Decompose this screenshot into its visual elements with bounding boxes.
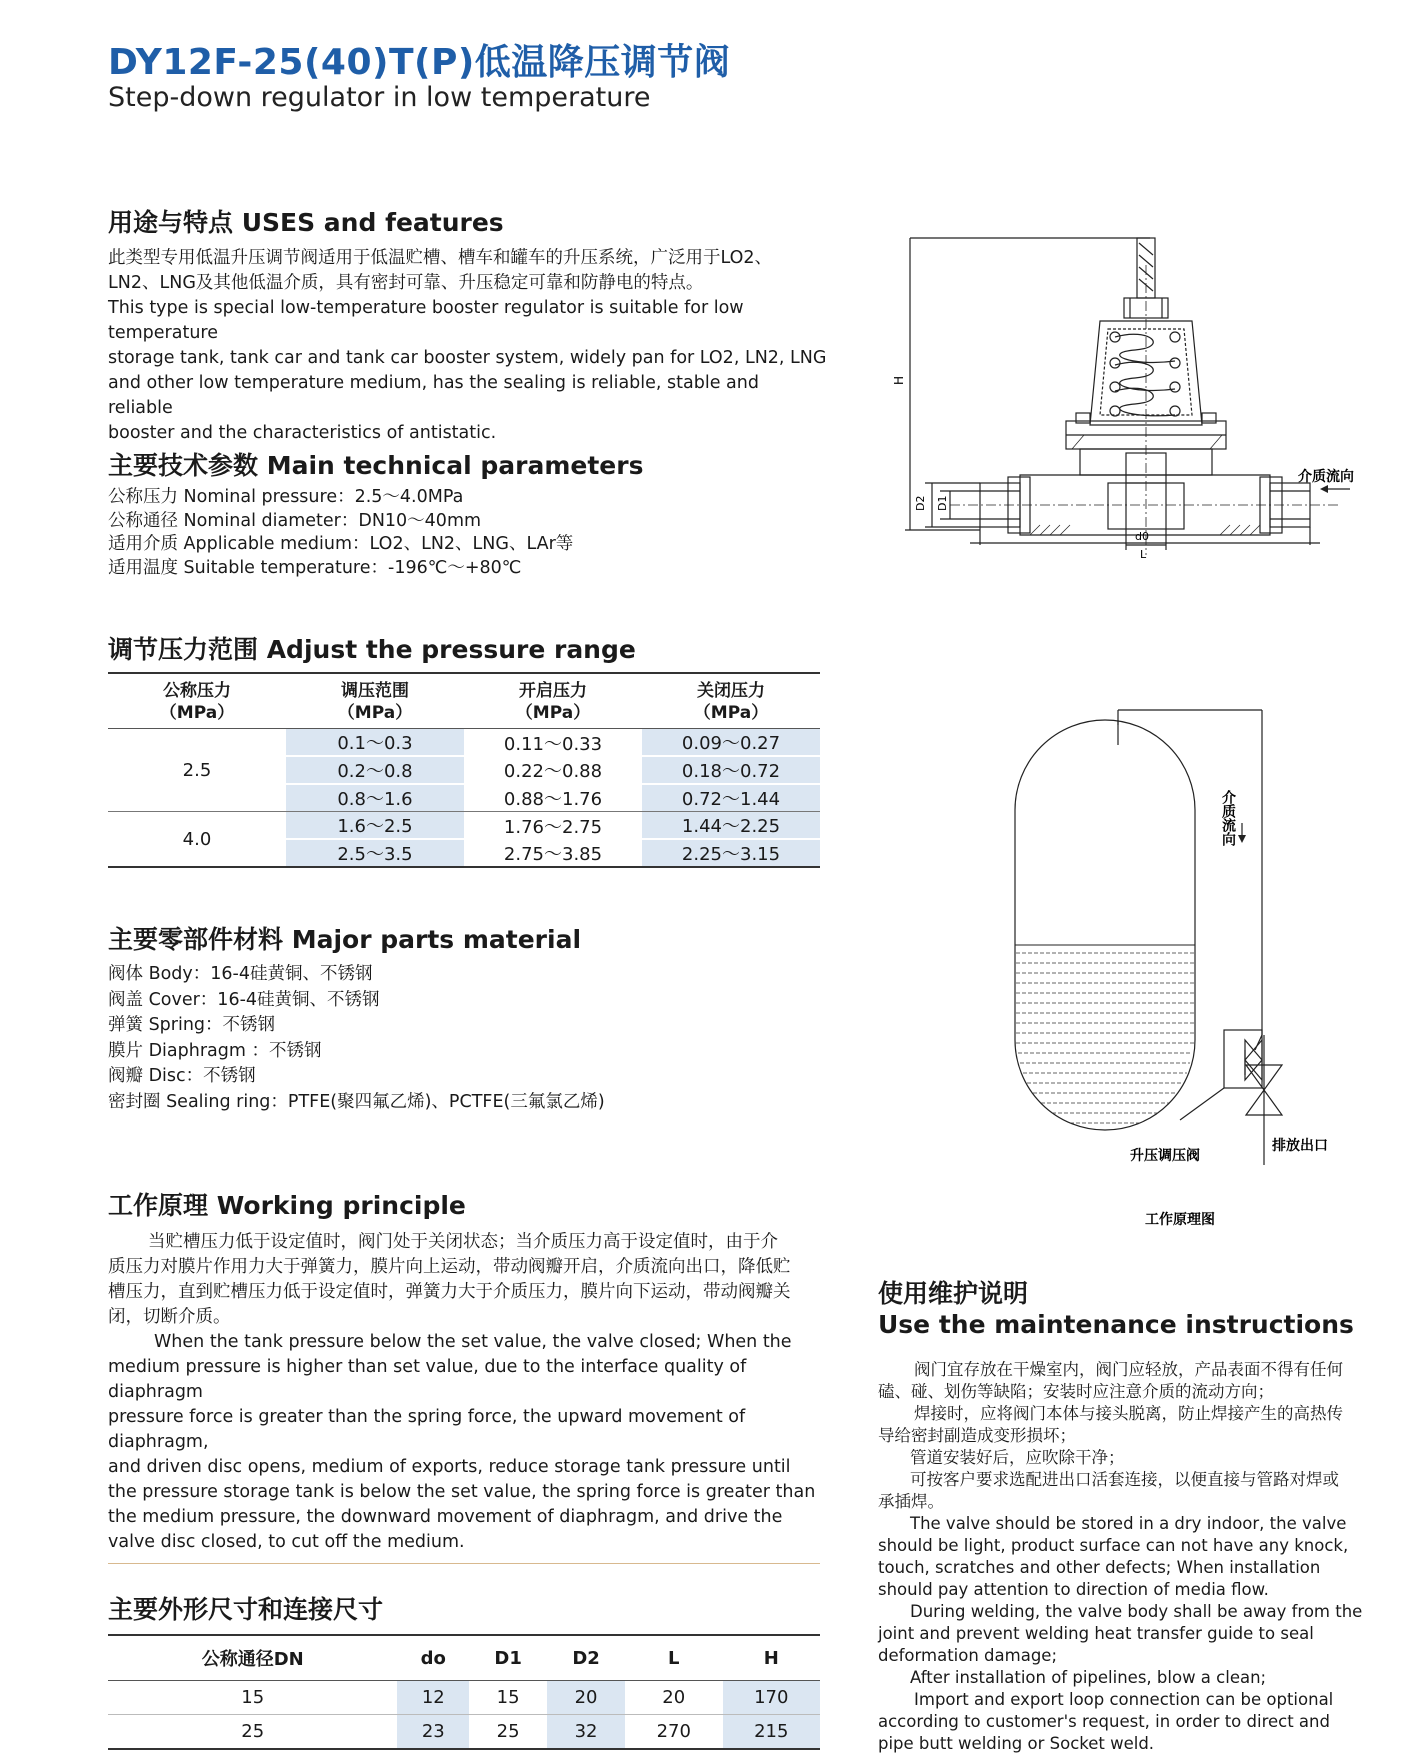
col-header-range: 调压范围 （MPa） [286,673,464,729]
col-header-dn: 公称通径DN [108,1635,397,1681]
maintenance-en-line: Import and export loop connection can be optional [914,1690,1334,1709]
col-header-do: do [397,1635,469,1681]
uses-en-line: booster and the characteristics of antistatic. [108,423,497,443]
working-text [108,1230,828,1555]
col-header-d2: D2 [547,1635,625,1681]
maintenance-cn-line: 承插焊。 [878,1492,944,1511]
working-en-line: and driven disc opens, medium of exports, reduce storage tank pressure until [108,1457,791,1477]
working-cn-line: 质压力对膜片作用力大于弹簧力，膜片向上运动，带动阀瓣开启，介质流向出口，降低贮 [108,1257,791,1277]
principle-diagram [1000,695,1360,1235]
maintenance-text [878,1359,1398,1755]
material-line: 膜片 Diaphragm ：不锈钢 [108,1040,322,1061]
uses-cn-line: LN2、LNG及其他低温介质，具有密封可靠、升压稳定可靠和防静电的特点。 [108,273,704,293]
open-cell: 0.11～0.33 [503,733,603,755]
maintenance-cn-line: 管道安装好后，应吹除干净； [910,1448,1125,1467]
range-cell: 1.6～2.5 [286,812,464,840]
col-header-close: 关闭压力 （MPa） [642,673,820,729]
cell: 23 [397,1715,469,1750]
working-en-line: the medium pressure, the downward movement of diaphragm, and drive the [108,1507,783,1527]
open-cell: 2.75～3.85 [464,839,642,867]
range-cell: 0.2～0.8 [286,756,464,784]
outlet-label: 排放出口 [1272,1138,1328,1154]
close-cell: 2.25～3.15 [642,839,820,867]
param-line: 公称压力 Nominal pressure：2.5～4.0MPa [108,487,464,507]
uses-en-line: storage tank, tank car and tank car booster system, widely pan for LO2, LN2, LNG [108,348,827,368]
uses-text [108,246,828,446]
uses-en-line: and other low temperature medium, has the sealing is reliable, stable and reliable [108,373,759,418]
range-cell: 0.8～1.6 [286,784,464,812]
nominal-cell: 4.0 [108,812,286,868]
maintenance-heading-en: Use the maintenance instructions [878,1310,1354,1339]
working-cn-line: 闭，切断介质。 [108,1307,231,1327]
material-line: 阀瓣 Disc：不锈钢 [108,1066,256,1086]
maintenance-en-line: joint and prevent welding heat transfer guide to seal [878,1624,1314,1643]
d1-label: D1 [936,495,949,511]
working-en-line: the pressure storage tank is below the set value, the spring force is greater than [108,1482,816,1502]
maintenance-cn-line: 阀门宜存放在干燥室内，阀门应轻放，产品表面不得有任何 [914,1360,1343,1379]
valve-drawing [890,225,1370,625]
material-line: 阀体 Body：16-4硅黄铜、不锈钢 [108,964,373,984]
table-row [108,729,820,757]
col-header-d1: D1 [469,1635,547,1681]
range-cell: 0.1～0.3 [286,729,464,757]
cell: 25 [108,1715,397,1750]
col-header-l: L [625,1635,722,1681]
uses-heading: 用途与特点 USES and features [108,208,504,237]
cell: 20 [547,1681,625,1715]
booster-valve-label: 升压调压阀 [1130,1148,1200,1164]
cell: 170 [723,1681,821,1715]
cell: 270 [625,1715,722,1750]
table-row [108,812,820,840]
open-cell: 1.76～2.75 [464,812,642,840]
param-line: 公称通径 Nominal diameter：DN10～40mm [108,510,482,531]
diagram-caption: 工作原理图 [1145,1212,1215,1228]
working-cn-line: 当贮槽压力低于设定值时，阀门处于关闭状态；当介质压力高于设定值时，由于介 [148,1232,778,1252]
cell: 25 [469,1715,547,1750]
close-cell: 0.72～1.44 [642,784,820,812]
param-line: 适用温度 Suitable temperature：-196℃～+80℃ [108,557,522,578]
maintenance-en-line: should be light, product surface can not have any knock, [878,1536,1349,1555]
maintenance-heading-cn: 使用维护说明 [878,1279,1029,1308]
maintenance-en-line: touch, scratches and other defects; When installation [878,1558,1321,1577]
pressure-range-table [108,672,820,868]
param-line: 适用介质 Applicable medium：LO2、LN2、LNG、LAr等 [108,534,574,554]
maintenance-cn-line: 焊接时，应将阀门本体与接头脱离，防止焊接产生的高热传 [914,1404,1343,1423]
open-cell: 0.88～1.76 [503,788,603,810]
material-line: 密封圈 Sealing ring：PTFE(聚四氟乙烯)、PCTFE(三氟氯乙烯) [108,1091,605,1112]
maintenance-en-line: After installation of pipelines, blow a clean; [910,1668,1267,1687]
maintenance-cn-line: 导给密封副造成变形损坏； [878,1426,1076,1445]
section-divider [108,1563,820,1564]
flow-direction-label: 介质流向 [1298,469,1354,485]
close-cell: 0.09～0.27 [642,729,820,757]
working-en-line: When the tank pressure below the set value, the valve closed; When the [154,1332,792,1352]
close-cell: 1.44～2.25 [642,812,820,840]
cell: 15 [469,1681,547,1715]
materials-heading: 主要零部件材料 Major parts material [108,925,582,954]
table-row [108,1715,820,1750]
d0-label: d0 [1135,530,1149,543]
params-list [108,486,828,580]
uses-cn-line: 此类型专用低温升压调节阀适用于低温贮槽、槽车和罐车的升压系统，广泛用于LO2、 [108,248,773,268]
open-cell: 0.22～0.88 [503,761,603,782]
l-label: L [1140,548,1147,561]
maintenance-en-line: During welding, the valve body shall be away from the [910,1602,1363,1621]
table-header-row [108,1635,820,1681]
maintenance-en-line: according to customer's request, in order to direct and [878,1712,1330,1731]
table-row [108,1681,820,1715]
nominal-cell: 2.5 [182,759,212,781]
pressure-heading: 调节压力范围 Adjust the pressure range [108,635,636,664]
materials-list [108,962,828,1115]
col-header-h: H [723,1635,821,1681]
cell: 20 [625,1681,722,1715]
d2-label: D2 [914,495,927,511]
col-header-nominal: 公称压力 （MPa） [108,673,286,729]
working-en-line: valve disc closed, to cut off the medium. [108,1532,465,1552]
maintenance-en-line: The valve should be stored in a dry indoor, the valve [910,1514,1347,1533]
working-en-line: pressure force is greater than the spring force, the upward movement of diaphragm, [108,1407,746,1452]
working-en-line: medium pressure is higher than set value, due to the interface quality of diaphragm [108,1357,747,1402]
page-subtitle: Step-down regulator in low temperature [108,82,651,113]
table-header-row [108,673,820,729]
col-header-open: 开启压力 （MPa） [464,673,642,729]
maintenance-en-line: should pay attention to direction of media flow. [878,1580,1269,1599]
cell: 12 [397,1681,469,1715]
range-cell: 2.5～3.5 [286,839,464,867]
page-title: DY12F-25(40)T(P)低温降压调节阀 [108,42,731,83]
h-label: H [892,375,906,385]
close-cell: 0.18～0.72 [642,756,820,784]
uses-en-line: This type is special low-temperature booster regulator is suitable for low temperature [108,298,744,343]
cell: 32 [547,1715,625,1750]
cell: 215 [723,1715,821,1750]
maintenance-cn-line: 可按客户要求选配进出口活套连接，以便直接与管路对焊或 [910,1470,1339,1489]
params-heading: 主要技术参数 Main technical parameters [108,451,644,480]
maintenance-en-line: pipe butt welding or Socket weld. [878,1734,1155,1753]
working-cn-line: 槽压力，直到贮槽压力低于设定值时，弹簧力大于介质压力，膜片向下运动，带动阀瓣关 [108,1282,791,1302]
material-line: 弹簧 Spring：不锈钢 [108,1015,276,1035]
dimensions-heading: 主要外形尺寸和连接尺寸 [108,1595,384,1624]
cell: 15 [108,1681,397,1715]
dimensions-table [108,1634,820,1750]
maintenance-en-line: deformation damage; [878,1646,1058,1665]
working-heading: 工作原理 Working principle [108,1191,466,1220]
flow-direction-label: 介质流向 [1220,790,1236,846]
maintenance-cn-line: 磕、碰、划伤等缺陷；安装时应注意介质的流动方向； [878,1382,1274,1401]
material-line: 阀盖 Cover：16-4硅黄铜、不锈钢 [108,989,380,1010]
